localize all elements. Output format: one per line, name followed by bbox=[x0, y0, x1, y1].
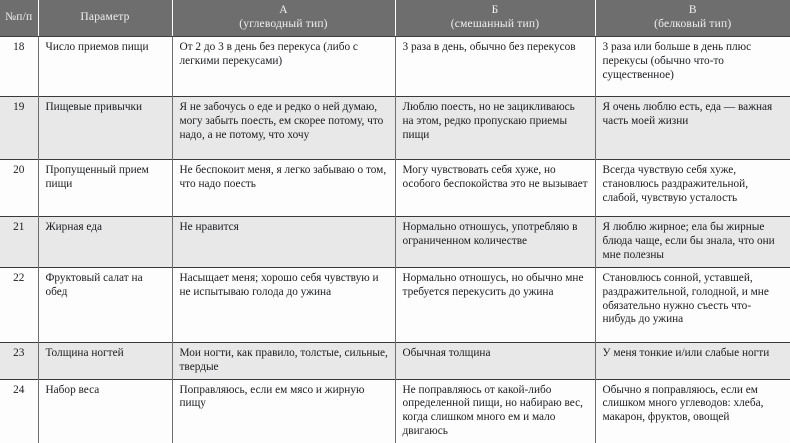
row-type-a-value: Не беспокоит меня, я легко забываю о том, что надо поесть bbox=[172, 160, 395, 217]
row-number: 23 bbox=[0, 343, 38, 380]
row-parameter: Число приемов пищи bbox=[38, 37, 172, 97]
row-number: 18 bbox=[0, 37, 38, 97]
table-row bbox=[0, 379, 790, 443]
row-type-b-value: Люблю поесть, но не зацикливаюсь на этом, редко пропускаю приемы пищи bbox=[395, 97, 595, 160]
row-number: 20 bbox=[0, 160, 38, 217]
column-header-parameter bbox=[38, 0, 172, 37]
row-parameter: Пищевые привычки bbox=[38, 97, 172, 160]
table-header-row bbox=[0, 0, 790, 37]
column-header-type-a-letter: А bbox=[279, 3, 288, 16]
row-type-v-value: Я очень люблю есть, еда — важная часть моей жизни bbox=[595, 97, 790, 160]
row-type-b-value: Могу чувствовать себя хуже, но особого беспокойства это не вызывает bbox=[395, 160, 595, 217]
column-header-type-a-subtitle: (углеводный тип) bbox=[239, 17, 328, 30]
row-parameter: Толщина ногтей bbox=[38, 343, 172, 380]
row-type-a-value: Мои ногти, как правило, толстые, сильные, твердые bbox=[172, 343, 395, 380]
row-parameter: Фруктовый салат на обед bbox=[38, 268, 172, 343]
row-type-v-value: Обычно я поправляюсь, если ем слишком много углеводов: хлеба, макарон, фруктов, овощей bbox=[595, 379, 790, 443]
row-type-v-value: Я люблю жирное; ела бы жирные блюда чаще, если бы знала, что они мне полезны bbox=[595, 217, 790, 268]
row-type-v-value: У меня тонкие и/или слабые ногти bbox=[595, 343, 790, 380]
column-header-number bbox=[0, 0, 38, 37]
table-row bbox=[0, 217, 790, 268]
table-body bbox=[0, 37, 790, 443]
table-row bbox=[0, 160, 790, 217]
row-number: 19 bbox=[0, 97, 38, 160]
row-number: 22 bbox=[0, 268, 38, 343]
column-header-type-b bbox=[395, 0, 595, 37]
row-number: 21 bbox=[0, 217, 38, 268]
table-row bbox=[0, 268, 790, 343]
column-header-parameter-label: Параметр bbox=[80, 10, 130, 23]
row-parameter: Жирная еда bbox=[38, 217, 172, 268]
row-type-v-value: Всегда чувствую себя хуже, становлюсь раздражительной, слабой, чувствую усталость bbox=[595, 160, 790, 217]
row-number: 24 bbox=[0, 379, 38, 443]
row-type-b-value: Нормально отношусь, но обычно мне требуется перекусить до ужина bbox=[395, 268, 595, 343]
row-type-a-value: Поправляюсь, если ем мясо и жирную пищу bbox=[172, 379, 395, 443]
column-header-type-b-letter: Б bbox=[491, 3, 499, 16]
row-type-b-value: 3 раза в день, обычно без перекусов bbox=[395, 37, 595, 97]
table-row bbox=[0, 97, 790, 160]
row-type-a-value: Не нравится bbox=[172, 217, 395, 268]
column-header-type-v-letter: В bbox=[688, 3, 697, 16]
row-parameter: Пропущенный прием пищи bbox=[38, 160, 172, 217]
row-type-b-value: Не поправляюсь от какой-либо определенной пищи, но набираю вес, когда слишком много ем и мало двигаюсь bbox=[395, 379, 595, 443]
row-type-b-value: Нормально отношусь, употребляю в ограниченном количестве bbox=[395, 217, 595, 268]
row-type-a-value: Я не забочусь о еде и редко о ней думаю, могу забыть поесть, ем скорее потому, что надо, а не потому, что хочу bbox=[172, 97, 395, 160]
table-header bbox=[0, 0, 790, 37]
column-header-type-b-subtitle: (смешанный тип) bbox=[450, 17, 540, 30]
row-type-a-value: Насыщает меня; хорошо себя чувствую и не испытываю голода до ужина bbox=[172, 268, 395, 343]
table-row bbox=[0, 37, 790, 97]
table-row bbox=[0, 343, 790, 380]
column-header-number-label: №п/п bbox=[5, 10, 33, 23]
row-parameter: Набор веса bbox=[38, 379, 172, 443]
column-header-type-v bbox=[595, 0, 790, 37]
row-type-b-value: Обычная толщина bbox=[395, 343, 595, 380]
row-type-v-value: Становлюсь сонной, уставшей, раздражительной, голодной, и мне обязательно нужно съесть что-нибудь до ужина bbox=[595, 268, 790, 343]
row-type-v-value: 3 раза или больше в день плюс перекусы (обычно что-то существенное) bbox=[595, 37, 790, 97]
row-type-a-value: От 2 до 3 в день без перекуса (либо с легкими перекусами) bbox=[172, 37, 395, 97]
column-header-type-v-subtitle: (белковый тип) bbox=[654, 17, 732, 30]
column-header-type-a bbox=[172, 0, 395, 37]
